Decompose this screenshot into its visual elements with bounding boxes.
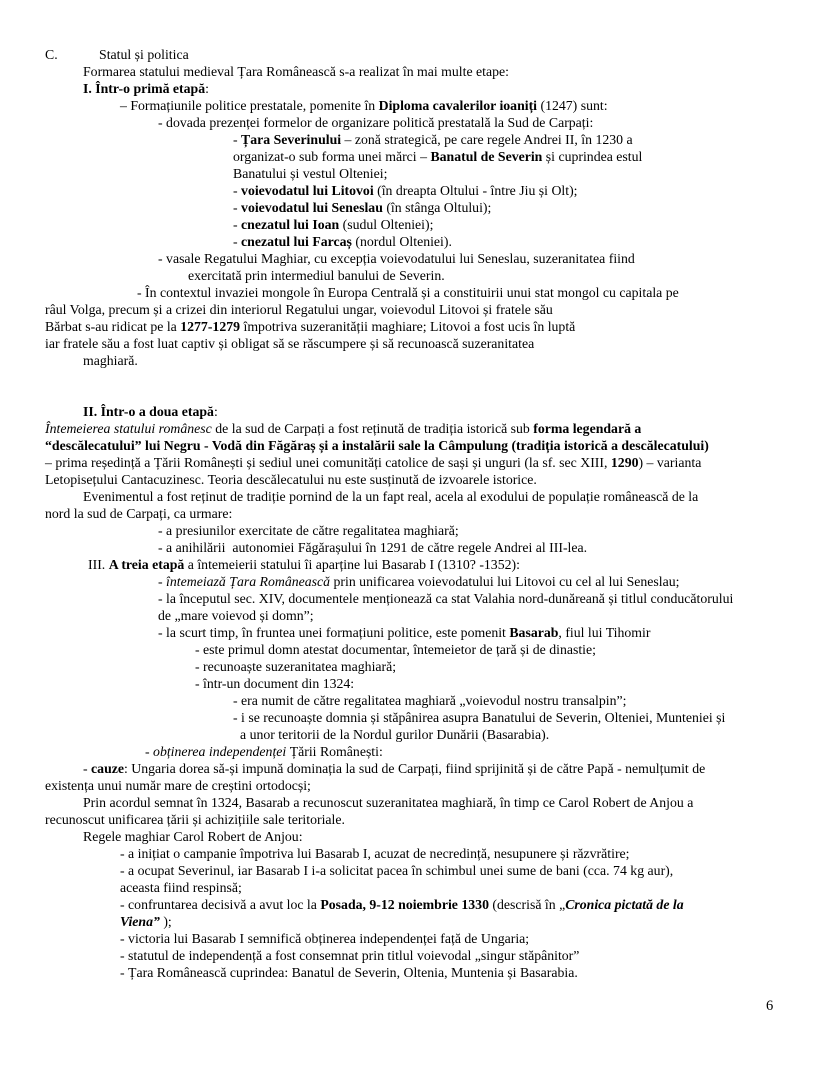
text-run: (sudul Olteniei); <box>339 217 434 232</box>
text-run: Prin acordul semnat în 1324, Basarab a recunoscut suzeranitatea maghiară, în timp ce Carol Robert de Anjou a <box>83 795 694 810</box>
text-run: obținerea independenței <box>153 744 287 759</box>
text-run: Basarab <box>509 625 559 640</box>
text-run: - a anihilării autonomiei Făgărașului în 1291 de către regele Andrei al III-lea. <box>158 540 588 555</box>
text-line <box>0 777 828 794</box>
text-run: Diploma cavalerilor ioaniți <box>378 98 538 113</box>
text-run: - victoria lui Basarab I semnifică obținerea independenței față de Ungaria; <box>120 931 530 946</box>
text-line <box>0 896 828 913</box>
text-line <box>0 556 828 573</box>
text-run: III. <box>88 557 109 572</box>
text-run: - este primul domn atestat documentar, întemeietor de țară și de dinastie; <box>195 642 596 657</box>
text-run: (în stânga Oltului); <box>382 200 492 215</box>
text-run: C. Statul și politica <box>45 47 189 62</box>
text-run: voievodatul lui Seneslau <box>241 200 383 215</box>
text-line <box>0 607 828 624</box>
text-run: nord la sud de Carpați, ca urmare: <box>45 506 233 521</box>
text-run: - a ocupat Severinul, iar Basarab I i-a solicitat pacea în schimbul unei sume de bani (cca. 74 kg aur), <box>120 863 674 878</box>
text-line <box>0 760 828 777</box>
text-run: Evenimentul a fost reținut de tradiție pornind de la un fapt real, acela al exodului de populație românească de la <box>83 489 699 504</box>
text-run: de „mare voievod și domn”; <box>158 608 314 623</box>
text-line <box>0 845 828 862</box>
blank-line <box>0 369 828 386</box>
text-run: - <box>158 574 167 589</box>
text-run: - <box>233 132 242 147</box>
text-run: Formarea statului medieval Țara Românească s-a realizat în mai multe etape: <box>83 64 509 79</box>
text-line <box>0 505 828 522</box>
text-line <box>0 488 828 505</box>
text-line <box>0 216 828 233</box>
text-run: Banatul de Severin <box>430 149 543 164</box>
text-line <box>0 114 828 131</box>
text-run: - confruntarea decisivă a avut loc la <box>120 897 321 912</box>
text-line <box>0 131 828 148</box>
text-run: aceasta fiind respinsă; <box>120 880 242 895</box>
text-run: – prima reședință a Țării Românești și sediul unei comunități catolice de sași și unguri (la sf. sec XIII, <box>45 455 611 470</box>
text-run: “descălecatului” lui Negru - Vodă din Făgăraș și a instalării sale la Câmpulung (tradiția istorică a descălecatului) <box>45 438 709 453</box>
text-run: Banatului și vestul Olteniei; <box>233 166 388 181</box>
text-run: (în dreapta Oltului - între Jiu și Olt); <box>373 183 578 198</box>
text-run: forma legendară a <box>533 421 642 436</box>
text-run: Întemeierea statului românesc <box>45 421 212 436</box>
text-run: – zonă strategică, pe care regele Andrei II, în 1230 a <box>341 132 633 147</box>
text-line <box>0 454 828 471</box>
text-line <box>0 335 828 352</box>
text-run: - i se recunoaște domnia și stăpânirea asupra Banatului de Severin, Olteniei, Munteniei și <box>233 710 726 725</box>
text-run: râul Volga, precum și a crizei din interiorul Regatului ungar, voievodul Litovoi și fratele său <box>45 302 553 317</box>
text-run: - <box>233 200 242 215</box>
text-run: împotriva suzeranității maghiare; Litovoi a fost ucis în luptă <box>240 319 576 334</box>
text-line <box>0 199 828 216</box>
text-run: - a presiunilor exercitate de către regalitatea maghiară; <box>158 523 459 538</box>
text-run: , fiul lui Tihomir <box>558 625 651 640</box>
text-run: organizat-o sub forma unei mărci – <box>233 149 431 164</box>
text-run: Letopisețului Cantacuzinesc. Teoria descălecatului nu este susținută de izvoarele istorice. <box>45 472 537 487</box>
text-line <box>0 539 828 556</box>
text-run: - la scurt timp, în fruntea unei formațiuni politice, este pomenit <box>158 625 510 640</box>
text-run: Țara Severinului <box>241 132 342 147</box>
text-line <box>0 658 828 675</box>
text-line <box>0 148 828 165</box>
text-line <box>0 828 828 845</box>
text-run: iar fratele său a fost luat captiv și obligat să se răscumpere și să recunoască suzeranitatea <box>45 336 535 351</box>
text-run: A treia etapă <box>108 557 185 572</box>
text-line <box>0 437 828 454</box>
text-line <box>0 675 828 692</box>
text-run: 1277-1279 <box>180 319 241 334</box>
text-run: - În contextul invaziei mongole în Europa Centrală și a constituirii unui stat mongol cu capitala pe <box>137 285 679 300</box>
text-line <box>0 573 828 590</box>
text-line <box>0 233 828 250</box>
text-run: Cronica pictată de la <box>565 897 684 912</box>
text-line <box>0 811 828 828</box>
text-run: - <box>145 744 154 759</box>
text-run: I. Într-o primă etapă <box>83 81 206 96</box>
text-line <box>0 284 828 301</box>
text-run: : <box>213 404 218 419</box>
text-run: cauze <box>91 761 124 776</box>
text-line <box>0 726 828 743</box>
text-line <box>0 624 828 641</box>
text-run: (1247) sunt: <box>537 98 608 113</box>
text-line <box>0 250 828 267</box>
text-run: cnezatul lui Ioan <box>241 217 340 232</box>
text-run: (nordul Olteniei). <box>351 234 452 249</box>
text-line <box>0 97 828 114</box>
text-run: maghiară. <box>83 353 138 368</box>
text-run: Țării Românești: <box>286 744 383 759</box>
text-line <box>0 80 828 97</box>
text-line <box>0 947 828 964</box>
text-run: prin unificarea voievodatului lui Litovoi cu cel al lui Seneslau; <box>330 574 680 589</box>
text-line <box>0 46 828 63</box>
text-line <box>0 641 828 658</box>
text-line <box>0 743 828 760</box>
text-run: - statutul de independență a fost consemnat prin titlul voievodal „singur stăpânitor” <box>120 948 580 963</box>
text-run: existența unui număr mare de creștini ortodocși; <box>45 778 311 793</box>
text-run: 1290 <box>610 455 639 470</box>
text-run: - <box>233 217 242 232</box>
text-run: Regele maghiar Carol Robert de Anjou: <box>83 829 303 844</box>
text-line <box>0 879 828 896</box>
page-number: 6 <box>766 998 774 1014</box>
text-line <box>0 964 828 981</box>
text-run: - dovada prezenței formelor de organizare politică prestatală la Sud de Carpați: <box>158 115 594 130</box>
text-line <box>0 420 828 437</box>
text-run: - Țara Românească cuprindea: Banatul de Severin, Oltenia, Muntenia și Basarabia. <box>120 965 578 980</box>
text-run: - la începutul sec. XIV, documentele menționează ca stat Valahia nord-dunăreană și titlul conducătorului <box>158 591 734 606</box>
text-run: de la sud de Carpați a fost reținută de tradiția istorică sub <box>211 421 534 436</box>
text-run: întemeiază Țara Românească <box>166 574 331 589</box>
text-line <box>0 794 828 811</box>
text-run: a unor teritorii de la Nordul gurilor Dunării (Basarabia). <box>240 727 550 742</box>
text-run: exercitată prin intermediul banului de Severin. <box>188 268 445 283</box>
text-run: - era numit de către regalitatea maghiară „voievodul nostru transalpin”; <box>233 693 627 708</box>
text-run: ); <box>159 914 172 929</box>
text-run: recunoscut unificarea țării și achizițiile sale teritoriale. <box>45 812 345 827</box>
text-line <box>0 692 828 709</box>
text-run: - <box>83 761 92 776</box>
text-run: : <box>205 81 209 96</box>
text-line <box>0 318 828 335</box>
text-run: voievodatul lui Litovoi <box>241 183 374 198</box>
text-run: - <box>233 234 242 249</box>
blank-line <box>0 386 828 403</box>
text-line <box>0 182 828 199</box>
text-run: Posada, 9-12 noiembrie 1330 <box>320 897 489 912</box>
text-line <box>0 913 828 930</box>
text-run: a întemeierii statului îi aparține lui Basarab I (1310? -1352): <box>184 557 520 572</box>
text-line <box>0 301 828 318</box>
text-line <box>0 930 828 947</box>
text-run: cnezatul lui Farcaș <box>241 234 352 249</box>
text-run: și cuprindea estul <box>542 149 643 164</box>
text-run: (descrisă în „ <box>488 897 566 912</box>
text-run: ) – varianta <box>638 455 702 470</box>
text-run: – Formațiunile politice prestatale, pomenite în <box>120 98 379 113</box>
text-line <box>0 862 828 879</box>
text-line <box>0 165 828 182</box>
text-run: - într-un document din 1324: <box>195 676 355 691</box>
document-body <box>0 46 828 981</box>
text-run: Viena” <box>120 914 160 929</box>
text-run: II. Într-o a doua etapă <box>83 404 214 419</box>
text-line <box>0 522 828 539</box>
text-run: - <box>233 183 242 198</box>
text-run: - a inițiat o campanie împotriva lui Basarab I, acuzat de necredință, nesupunere și răzvrătire; <box>120 846 630 861</box>
text-line <box>0 352 828 369</box>
text-line <box>0 267 828 284</box>
text-run: - vasale Regatului Maghiar, cu excepția voievodatului lui Seneslau, suzeranitatea fiind <box>158 251 635 266</box>
text-line <box>0 403 828 420</box>
text-run: : Ungaria dorea să-și impună dominația la sud de Carpați, fiind sprijinită și de către Papă - nemulțumit de <box>124 761 706 776</box>
text-line <box>0 709 828 726</box>
text-line <box>0 590 828 607</box>
text-run: Bărbat s-au ridicat pe la <box>45 319 181 334</box>
text-line <box>0 471 828 488</box>
text-line <box>0 63 828 80</box>
text-run: - recunoaște suzeranitatea maghiară; <box>195 659 397 674</box>
